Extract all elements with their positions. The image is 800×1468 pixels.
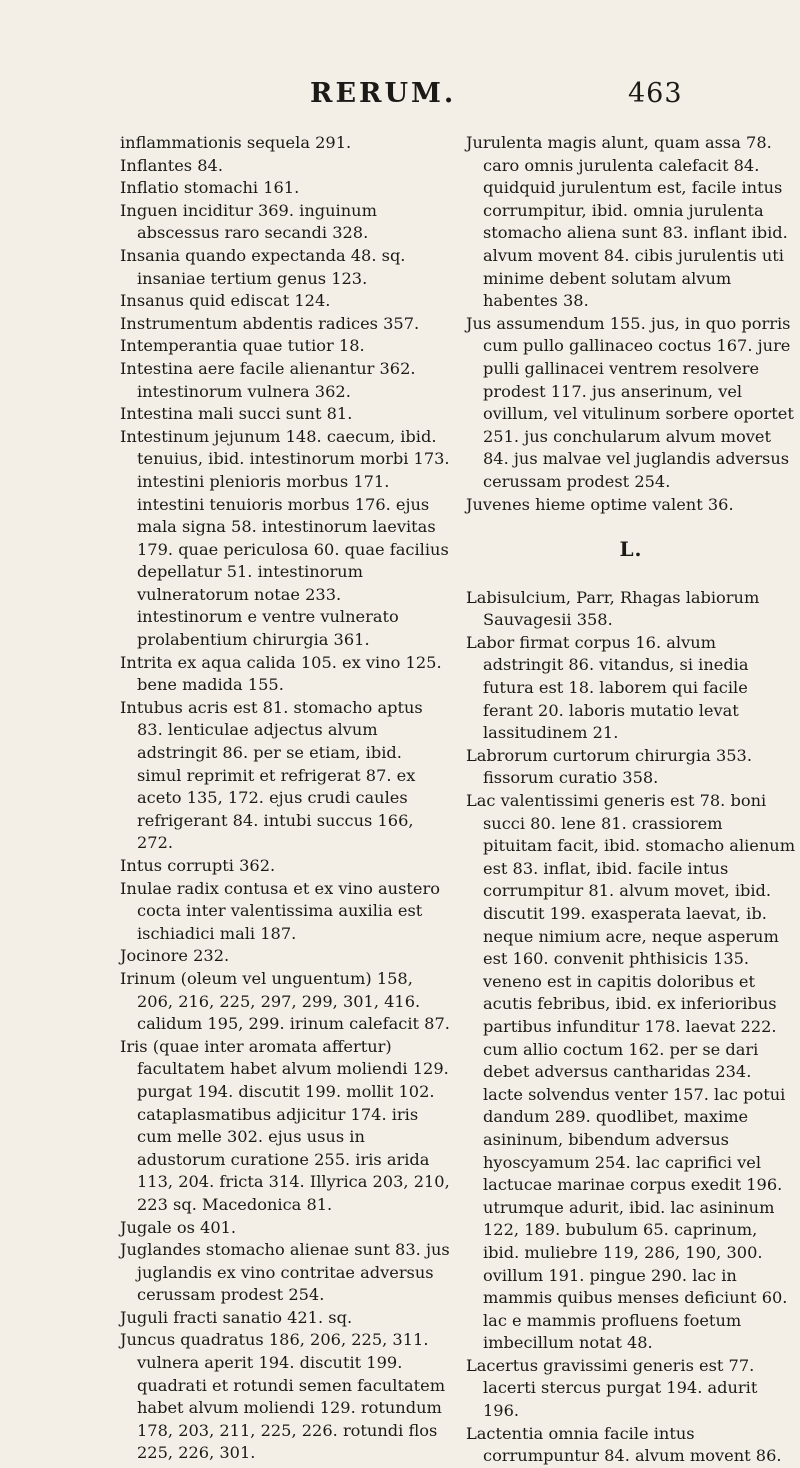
index-entry: inflammationis sequela 291. (120, 133, 352, 152)
index-entry: Irinum (oleum vel unguentum) 158, 206, 216, 225, 297, 299, 301, 416. calidum 195, 299. irinum calefacit 87. (120, 968, 450, 1034)
index-entry: Insanus quid ediscat 124. (120, 291, 331, 311)
index-entry: Inflantes 84. (120, 155, 223, 175)
index-entry: Labisulcium, Parr, Rhagas labiorum Sauvagesii 358. (466, 587, 760, 630)
index-entry: Inulae radix contusa et ex vino austero cocta inter valentissima auxilia est ischiadici mali 187. (120, 878, 440, 943)
index-entry: Lacertus gravissimi generis est 77. lacerti stercus purgat 194. adurit 196. (466, 1355, 758, 1421)
header-title: RERUM. (310, 78, 457, 109)
index-entry: Jus assumendum 155. jus, in quo porris cum pullo gallinaceo coctus 167. jure pulli gallinacei ventrem resolvere prodest 117. jus anserinum, vel ovillum, vel vitulinum sorbere oportet 251. jus conchularum alvum movet 84. jus malvae vel juglandis adversus cerussam prodest 254. (466, 313, 794, 491)
index-entry: Intemperantia quae tutior 18. (120, 336, 365, 356)
index-entry: Intubus acris est 81. stomacho aptus 83. lenticulae adjectus alvum adstringit 86. per se etiam, ibid. simul reprimit et refrigerat 87. ex aceto 135, 172. ejus crudi caules refrigerant 84. intubi succus 166, 272. (120, 697, 423, 853)
index-entry: Intestina aere facile alienantur 362. intestinorum vulnera 362. (120, 358, 416, 401)
index-column-right (466, 132, 796, 1468)
index-entry: Jugale os 401. (120, 1217, 237, 1237)
index-entry: Labrorum curtorum chirurgia 353. fissorum curatio 358. (466, 745, 752, 788)
index-entry: Intrita ex aqua calida 105. ex vino 125. bene madida 155. (120, 652, 442, 695)
section-letter-heading: L. (619, 537, 643, 562)
index-entry: Jurulenta magis alunt, quam assa 78. caro omnis jurulenta calefacit 84. quidquid jurulentum est, facile intus corrumpitur, ibid. omnia jurulenta stomacho aliena sunt 83. inflant ibid. alvum movent 84. cibis jurulentis uti minime debent solutam alvum habentes 38. (466, 133, 788, 311)
index-entry: Lac valentissimi generis est 78. boni succi 80. lene 81. crassiorem pituitam facit, ibid. stomacho alienum est 83. inflat, ibid. facile intus corrumpitur 81. alvum movet, ibid. discutit 199. exasperata laevat, ib. neque nimium acre, neque asperum est 160. convenit phthisicis 135. veneno est in capitis doloribus et acutis febribus, ibid. ex inferioribus partibus infunditur 178. laevat 222. cum allio coctum 162. per se dari debet adversus cantharidas 234. lacte solvendus venter 157. lac potui dandum 289. quodlibet, maxime asininum, bibendum adversus hyoscyamum 254. lac caprifici vel lactucae marinae corpus exedit 196. utrumque adurit, ibid. lac asininum 122, 189. bubulum 65. caprinum, ibid. muliebre 119, 286, 190, 300. ovillum 191. pingue 290. lac in mammis quibus menses deficiunt 60. lac e mammis profluens foetum imbecillum notat 48. (466, 791, 796, 1353)
index-entry: Instrumentum abdentis radices 357. (120, 313, 420, 333)
index-entry: Juglandes stomacho alienae sunt 83. jus juglandis ex vino contritae adversus cerussam prodest 254. (120, 1240, 450, 1305)
running-head (0, 78, 800, 118)
index-entry: Iris (quae inter aromata affertur) facultatem habet alvum moliendi 129. purgat 194. discutit 199. mollit 102. cataplasmatibus adjicitur 174. iris cum melle 302. ejus usus in adustorum curatione 255. iris arida 113, 204. fricta 314. Illyrica 203, 210, 223 sq. Macedonica 81. (120, 1036, 450, 1214)
index-entry: Inflatio stomachi 161. (120, 178, 300, 198)
index-entry: Labor firmat corpus 16. alvum adstringit 86. vitandus, si inedia futura est 18. laborem qui facile ferant 20. laboris mutatio levat lassitudinem 21. (466, 632, 749, 743)
index-entry: Lactentia omnia facile intus corrumpuntur 84. alvum movent 86. (466, 1423, 782, 1466)
index-entry: Intestinum jejunum 148. caecum, ibid. tenuius, ibid. intestinorum morbi 173. intestini plenioris morbus 171. intestini tenuioris morbus 176. ejus mala signa 58. intestinorum laevitas 179. quae periculosa 60. quae facilius depellatur 51. intestinorum vulneratorum notae 233. intestinorum e ventre vulnerato prolabentium chirurgia 361. (120, 426, 450, 650)
index-entry: Juguli fracti sanatio 421. sq. (120, 1307, 353, 1327)
index-column-left (120, 132, 450, 1465)
index-entry: Intestina mali succi sunt 81. (120, 404, 353, 424)
index-entry: Inguen inciditur 369. inguinum abscessus raro secandi 328. (120, 200, 377, 243)
page-number: 463 (628, 78, 683, 109)
index-entry: Insania quando expectanda 48. sq. insaniae tertium genus 123. (120, 245, 406, 288)
index-entry: Jocinore 232. (120, 946, 230, 966)
index-entry: Juncus quadratus 186, 206, 225, 311. vulnera aperit 194. discutit 199. quadrati et rotundi semen facultatem habet alvum moliendi 129. rotundum 178, 203, 211, 225, 226. rotundi flos 225, 226, 301. (120, 1330, 446, 1463)
index-entry: Juvenes hieme optime valent 36. (466, 494, 734, 514)
index-entry: Intus corrupti 362. (120, 856, 276, 875)
